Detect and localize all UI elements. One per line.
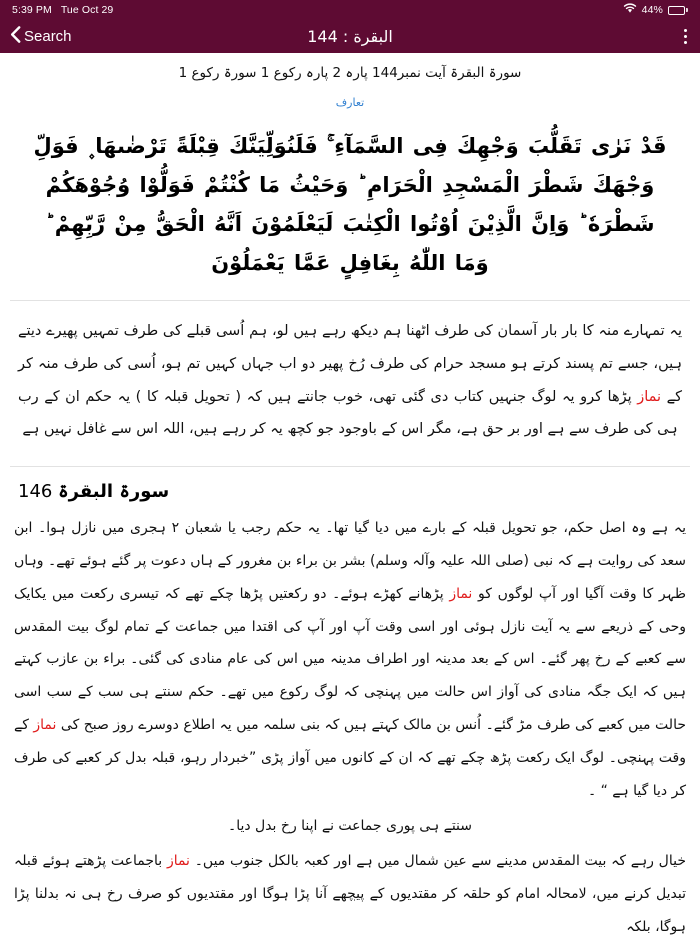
commentary-p3-part-a: خیال رہے کہ بیت المقدس مدینے سے عین شمال میں ہے اور کعبہ بالکل جنوب میں۔ <box>189 852 686 869</box>
status-bar-left <box>12 4 113 16</box>
status-bar-right <box>623 3 688 17</box>
translation-line-2a: جسے تم پسند کرتے ہو مسجد حرام کی طرف رُخ پھیر دو اب جہاں کہیں تم ہو، اُسی کی طرف منہ کر کے <box>18 356 683 405</box>
translation-line-4: ہے، مگر اس کے باوجود جو کچھ یہ کر رہے ہیں، اللہ اس سے غافل نہیں ہے <box>22 421 478 438</box>
chevron-left-icon <box>10 26 21 48</box>
intro-link-row <box>0 81 700 111</box>
commentary-p3-part-c: آنا پڑا ہوگا اور مقتدیوں کو صرف رخ ہی نہ بدلنا پڑا ہوگا، بلکہ <box>14 885 686 935</box>
overflow-menu-icon[interactable] <box>681 25 691 49</box>
commentary-paragraph-1 <box>14 512 686 808</box>
commentary-underlined-word: پیچھے <box>332 885 365 902</box>
battery-percent-label: 44% <box>641 4 663 16</box>
commentary-p3-part-b: باجماعت پڑھتے ہوئے قبلہ تبدیل کرنے میں، لامحالہ امام کو حلقہ کر مقتدیوں کے <box>14 852 686 902</box>
commentary-p1-part-b: پڑھانے کھڑے ہوئے۔ دو رکعتیں پڑھا چکے تھے کہ تیسری رکعت میں یکایک وحی کے ذریعے سے یہ آیت نازل ہوئی اور اسی وقت آپ اور آپ کی اقتدا میں جماعت کے تمام لوگ بیت المقدس سے کعبے کے رخ پھر گئے۔ اس کے بعد مدینہ اور اطراف مدینہ میں اس کی عام منادی کی گئی۔ براء بن عازب کہتے ہیں کہ ایک جگہ منادی کی آواز اس حالت میں پہنچی کہ لوگ رکوع میں تھے۔ حکم سنتے ہی سب کے سب اسی حالت میں کعبے کی طرف مڑ گئے۔ اُنس بن مالک کہتے ہیں کہ بنی سلمہ میں یہ اطلاع دوسرے روز صبح کی <box>14 585 686 734</box>
intro-link[interactable]: تعارف <box>335 96 365 109</box>
status-date: Tue Oct 29 <box>60 4 114 16</box>
battery-icon <box>668 6 688 15</box>
arabic-verse-text: قَدْ نَرٰى تَقَلُّبَ وَجْهِكَ فِى السَّمَآءِ ۚ فَلَنُوَلِّيَنَّكَ قِبْلَةً تَرْضٰىهَا ۪ فَوَلِّ وَجْهَكَ شَطْرَ الْمَسْجِدِ الْحَرَامِ ؕ وَحَيْثُ مَا كُنْتُمْ فَوَلُّوْا وُجُوْهَكُمْ شَطْرَهٗ ؕ وَاِنَّ الَّذِيْنَ اُوْتُوا الْكِتٰبَ لَيَعْلَمُوْنَ اَنَّهُ الْحَقُّ مِنْ رَّبِّهِمْ ؕ وَمَا اللّٰهُ بِغَافِلٍ عَمَّا يَعْمَلُوْنَ <box>33 134 667 275</box>
back-button[interactable] <box>10 26 72 48</box>
commentary-highlight-namaz-1: نماز <box>449 585 473 602</box>
navigation-bar <box>0 20 700 53</box>
section-ayah-number: 146 <box>18 480 53 502</box>
content-area <box>0 53 700 943</box>
status-time: 5:39 PM <box>12 4 52 16</box>
translation-line-1: یہ تمہارے منہ کا بار بار آسمان کی طرف اٹھنا ہم دیکھ رہے ہیں لو، ہم اُسی قبلے کی طرف تمہیں پھیرے دیتے ہیں، <box>18 323 683 372</box>
section-title <box>0 467 700 502</box>
commentary-p1-part-c: کے وقت پہنچی۔ لوگ ایک رکعت پڑھ چکے تھے کہ ان کے کانوں میں آواز پڑی ”خبردار رہو، قبلہ بدل کر کعبے کی طرف کر دیا گیا ہے “ ۔ <box>14 717 686 799</box>
back-button-label: Search <box>24 28 72 45</box>
status-bar <box>0 0 700 20</box>
page-title: البقرة : 144 <box>307 27 393 46</box>
commentary-highlight-namaz-2: نماز <box>33 717 57 734</box>
wifi-icon <box>623 3 637 17</box>
translation-highlight-namaz-1: نماز <box>637 388 662 405</box>
commentary-paragraph-2: سنتے ہی پوری جماعت نے اپنا رخ بدل دیا۔ <box>227 817 472 834</box>
commentary-p1-part-a: یہ ہے وہ اصل حکم، جو تحویل قبلہ کے بارے میں دیا گیا تھا۔ یہ حکم رجب یا شعبان ۲ ہجری میں نازل ہوا۔ ابن سعد کی روایت ہے کہ نبی (صلی اللہ علیہ وآلہ وسلم) بشر بن براء بن مغرور کے ہاں دعوت پر گئے ہوئے تھے۔ وہاں ظہر کا وقت آگیا اور آپ لوگوں کو <box>14 519 687 602</box>
translation-line-3: لوگ جنہیں کتاب دی گئی تھی، خوب جانتے ہیں کہ ( تحویل قبلہ کا ) یہ حکم ان کے رب ہی کی طرف سے ہے اور بر حق <box>18 388 678 438</box>
translation-line-2b: پڑھا کرو یہ <box>561 388 638 405</box>
section-sura-label: سورۃ البقرۃ <box>58 480 170 502</box>
urdu-translation <box>0 301 700 458</box>
commentary-text <box>0 502 700 943</box>
breadcrumb: سورۃ البقرۃ آیت نمبر144 پارہ 2 پارہ رکوع 1 سورۃ رکوع 1 <box>178 65 522 81</box>
commentary-highlight-namaz-3: نماز <box>166 852 190 869</box>
commentary-paragraph-3 <box>14 845 686 943</box>
